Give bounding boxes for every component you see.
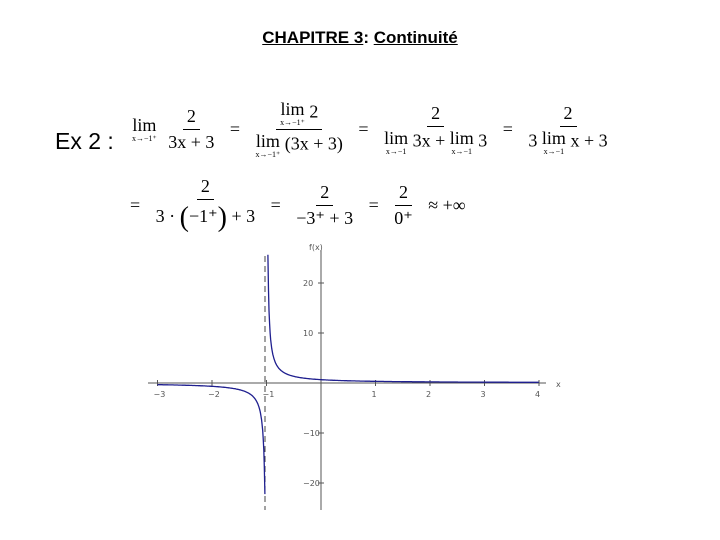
fraction-7 [390,182,417,229]
lim-text: lim [280,99,305,119]
fraction-1 [164,106,218,153]
lim-subscript: x→−1⁺ [132,134,157,143]
y-tick-label: −10 [303,429,320,438]
numerator: 2 [316,182,333,206]
fraction-3 [380,103,491,156]
fraction-5 [152,176,259,234]
denominator: 0⁺ [394,207,413,228]
title-separator: : [363,28,374,47]
x-tick-label: 2 [426,390,432,399]
fraction-4 [524,103,611,156]
x-tick-label: −2 [208,390,220,399]
fraction-2 [252,100,347,159]
lim-text: lim [449,128,474,148]
denominator-term: −1⁺ [188,206,218,227]
numerator: 2 [427,103,444,127]
numerator: 2 [183,106,200,130]
lim-subscript: x→−1 [543,147,565,156]
lim-text: lim [132,115,157,135]
numerator: 2 [560,103,577,127]
x-tick-label: 4 [535,390,541,399]
chapter-topic: Continuité [373,28,458,47]
limit-operator [132,116,157,143]
lim-text: lim [255,131,280,151]
denominator: 3x + 3 [168,132,215,152]
y-tick-label: 20 [303,279,314,288]
equals-sign: = [130,194,141,215]
exercise-label: Ex 2 : [55,128,114,154]
result: ≈ +∞ [428,194,466,215]
denominator-term: 3 [478,130,488,151]
y-tick-label: 10 [303,329,314,338]
denominator [380,127,491,156]
x-tick-label: −3 [153,390,166,399]
denominator-term: + 3 [226,206,256,227]
curve-right-branch [268,255,539,382]
denominator: 3 · (−1⁺) + 3 [155,202,256,233]
equals-sign: = [229,119,241,139]
curve-left-branch [158,385,265,494]
denominator-term: 3 [528,130,538,151]
numerator [276,100,322,130]
lim-text: lim [541,128,566,148]
equation-line-2 [126,176,470,234]
denominator [524,127,611,156]
lim-text: lim [384,128,409,148]
lim-subscript: x→−1 [451,147,473,156]
x-axis-label: x [556,380,561,389]
x-tick-label: 3 [480,390,486,399]
x-tick-label: −1 [262,390,275,399]
chapter-label: CHAPITRE 3 [262,28,364,47]
equation-line-1 [132,100,615,159]
lim-subscript: x→−1⁺ [280,118,305,127]
numerator: 2 [197,176,214,200]
denominator-term: x + 3 [570,130,608,151]
fraction-6 [292,182,357,229]
lim-subscript: x→−1⁺ [255,150,281,159]
equals-sign: = [270,194,281,215]
page-title [0,28,720,48]
lim-subscript: x→−1 [385,147,407,156]
denominator [252,130,347,159]
y-axis-label: f(x) [309,243,323,252]
denominator-term: 3x + [412,130,446,151]
numerator-value: 2 [309,101,319,122]
denominator: −3⁺ + 3 [296,207,354,228]
x-tick-label: 1 [371,390,377,399]
equals-sign: = [502,119,513,139]
function-plot [140,238,570,518]
equals-sign: = [358,119,369,139]
denominator-value: (3x + 3) [284,133,343,154]
y-tick-label: −20 [303,479,320,488]
equals-sign: = [368,194,379,215]
numerator: 2 [395,182,412,206]
denominator-term: 3 · [155,206,180,227]
